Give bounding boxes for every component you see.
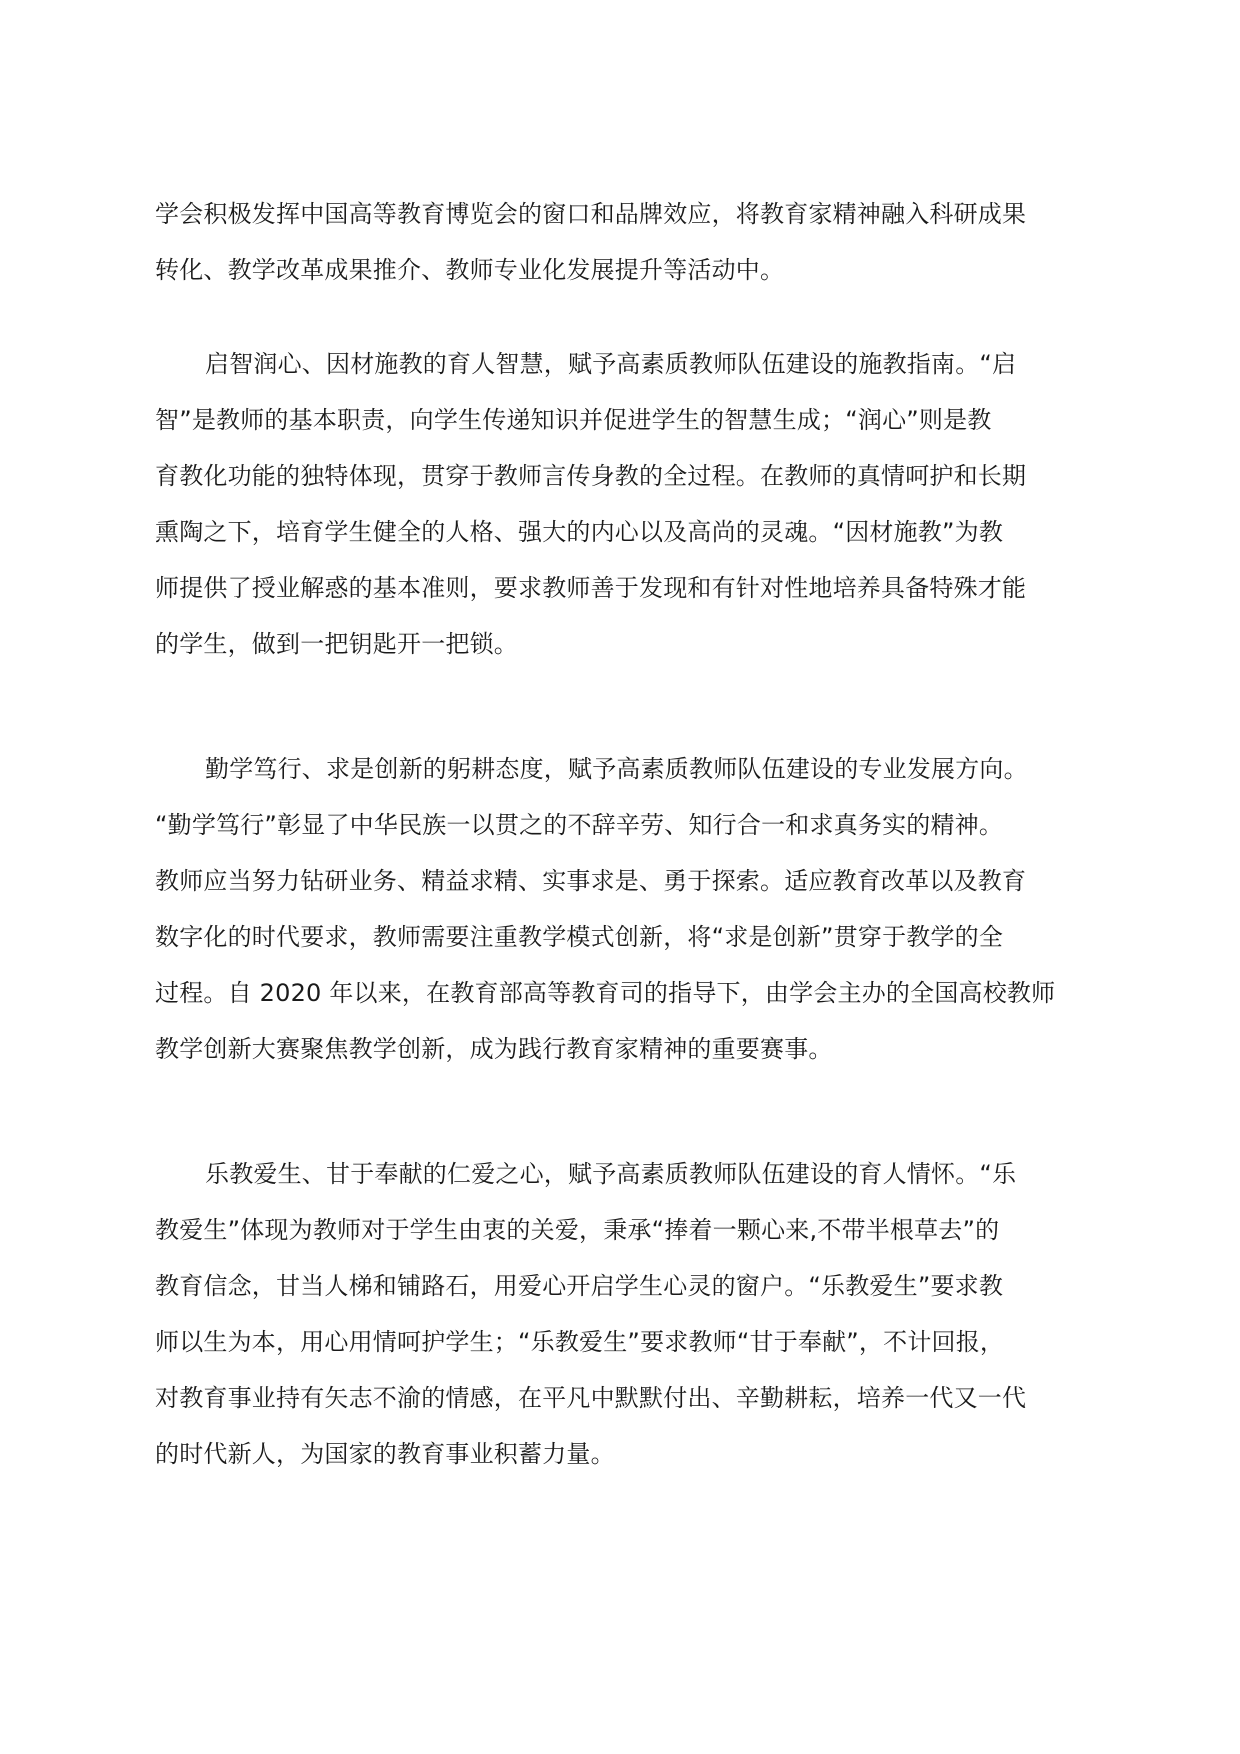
text-line: 智”是教师的基本职责，向学生传递知识并促进学生的智慧生成；“润心”则是教 [155,406,992,434]
text-line: 学会积极发挥中国高等教育博览会的窗口和品牌效应，将教育家精神融入科研成果 [155,200,1027,228]
text-line: 师以生为本，用心用情呵护学生；“乐教爱生”要求教师“甘于奉献”，不计回报， [155,1328,1005,1356]
text-line: 教育信念，甘当人梯和铺路石，用爱心开启学生心灵的窗户。“乐教爱生”要求教 [155,1272,1004,1300]
text-line: 教爱生”体现为教师对于学生由衷的关爱，秉承“捧着一颗心来,不带半根草去”的 [155,1216,1000,1244]
paragraph-expo-continuation [155,186,1075,298]
text-line: 启智润心、因材施教的育人智慧，赋予高素质教师队伍建设的施教指南。“启 [205,350,1017,378]
text-line: 过程。自 2020 年以来，在教育部高等教育司的指导下，由学会主办的全国高校教师 [155,979,1056,1007]
text-line: 教学创新大赛聚焦教学创新，成为践行教育家精神的重要赛事。 [155,1035,833,1063]
text-line: 育教化功能的独特体现，贯穿于教师言传身教的全过程。在教师的真情呵护和长期 [155,462,1027,490]
text-line: 转化、教学改革成果推介、教师专业化发展提升等活动中。 [155,256,785,284]
paragraph-wisdom [155,336,1075,672]
text-line: 熏陶之下，培育学生健全的人格、强大的内心以及高尚的灵魂。“因材施教”为教 [155,518,1004,546]
text-line: 乐教爱生、甘于奉献的仁爱之心，赋予高素质教师队伍建设的育人情怀。“乐 [205,1160,1017,1188]
text-line: 师提供了授业解惑的基本准则，要求教师善于发现和有针对性地培养具备特殊才能 [155,574,1027,602]
text-line: 的学生，做到一把钥匙开一把锁。 [155,630,518,658]
text-line: 的时代新人，为国家的教育事业积蓄力量。 [155,1440,615,1468]
text-line: “勤学笃行”彰显了中华民族一以贯之的不辞辛劳、知行合一和求真务实的精神。 [155,811,1004,839]
text-line: 勤学笃行、求是创新的躬耕态度，赋予高素质教师队伍建设的专业发展方向。 [205,755,1028,783]
paragraph-devotion [155,1146,1075,1482]
paragraph-diligence [155,741,1075,1077]
text-line: 数字化的时代要求，教师需要注重教学模式创新，将“求是创新”贯穿于教学的全 [155,923,1004,951]
text-line: 对教育事业持有矢志不渝的情感，在平凡中默默付出、辛勤耕耘，培养一代又一代 [155,1384,1027,1412]
text-line: 教师应当努力钻研业务、精益求精、实事求是、勇于探索。适应教育改革以及教育 [155,867,1027,895]
